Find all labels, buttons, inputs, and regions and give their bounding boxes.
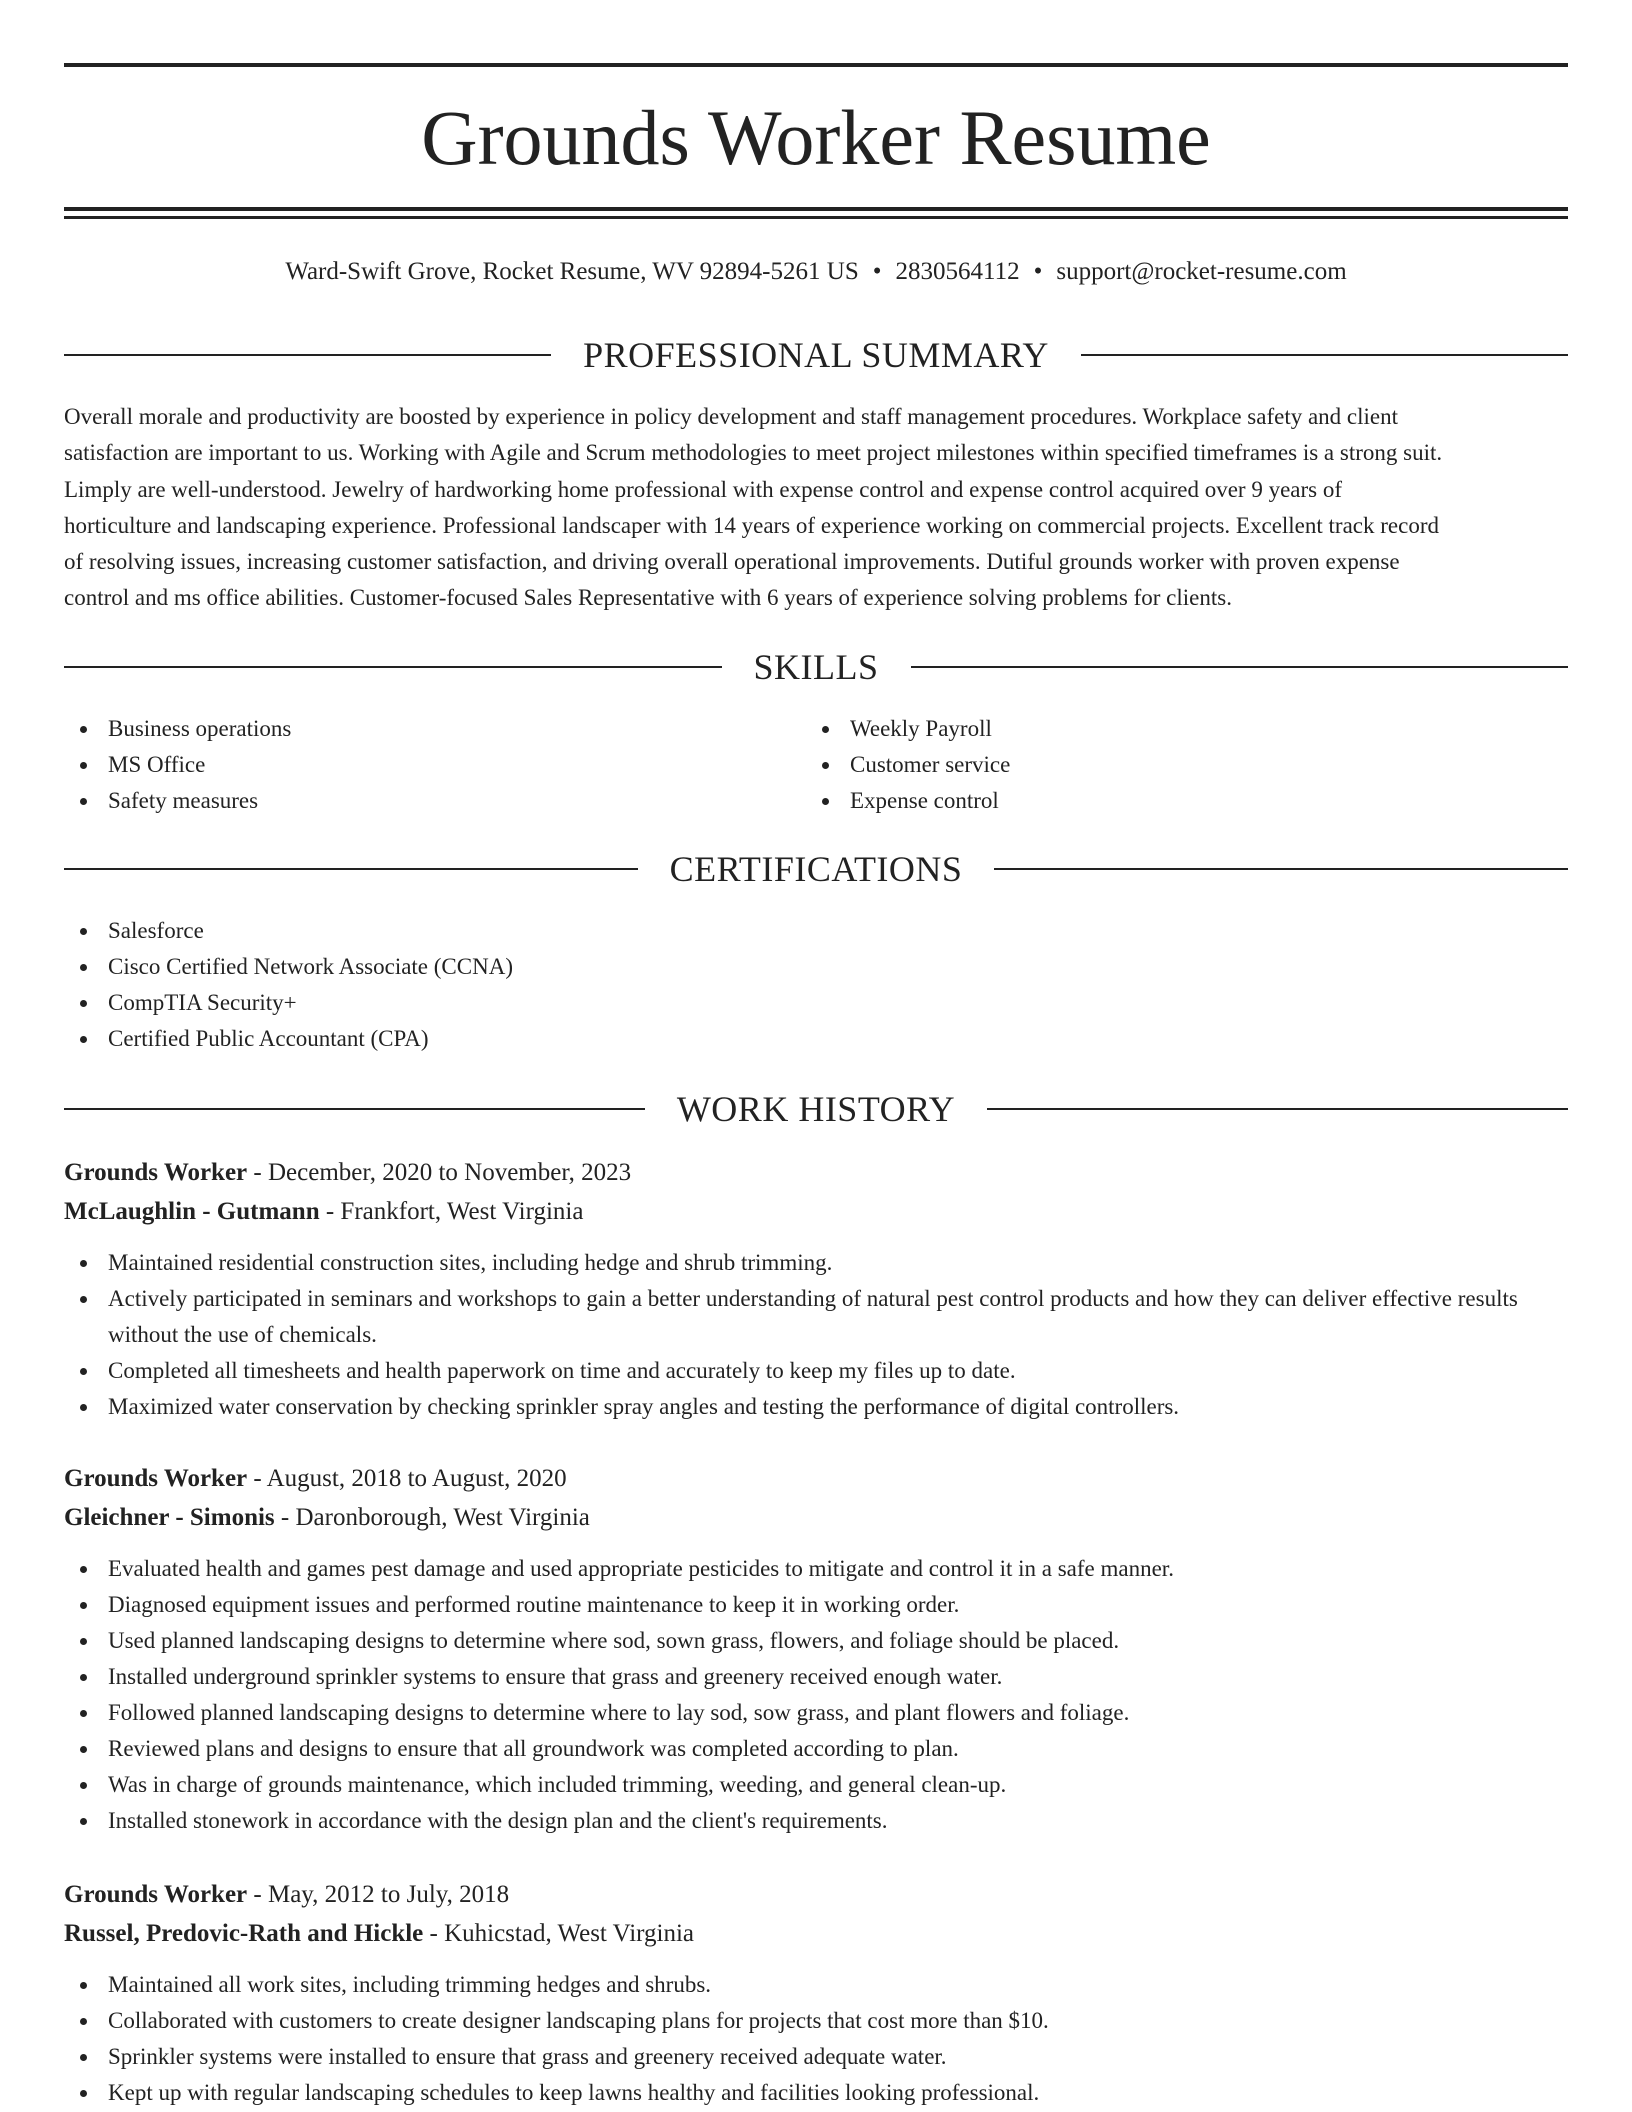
- job-title-line: [64, 1459, 1568, 1498]
- divider-line: [64, 868, 638, 870]
- job-duty: Was in charge of grounds maintenance, which included trimming, weeding, and general clean-up.: [64, 1767, 1568, 1803]
- title-rule-upper: [64, 207, 1568, 211]
- certification-item: Salesforce: [64, 913, 513, 949]
- divider-line: [911, 666, 1569, 668]
- skill-item: Business operations: [64, 711, 291, 747]
- contact-email[interactable]: support@rocket-resume.com: [1056, 258, 1347, 285]
- section-header-certifications: [64, 844, 1568, 894]
- contact-line: [64, 252, 1568, 292]
- job-duty: Completed all timesheets and health paperwork on time and accurately to keep my files up to date.: [64, 1353, 1568, 1389]
- job-role: Grounds Worker: [64, 1465, 248, 1492]
- title-rule-lower: [64, 216, 1568, 219]
- job-duty: Evaluated health and games pest damage and used appropriate pesticides to mitigate and control it in a safe manner.: [64, 1551, 1568, 1587]
- job-role: Grounds Worker: [64, 1881, 248, 1908]
- job-duty: Kept up with regular landscaping schedules to keep lawns healthy and facilities looking professional.: [64, 2075, 1568, 2111]
- professional-summary: [64, 399, 1568, 617]
- summary-line: satisfaction are important to us. Working with Agile and Scrum methodologies to meet project milestones within specified timeframes is a strong suit.: [64, 440, 1443, 466]
- job-duty: Maximized water conservation by checking sprinkler spray angles and testing the performance of digital controllers.: [64, 1389, 1568, 1425]
- job-entry: [64, 1153, 1568, 1425]
- job-duties-list: [64, 1551, 1568, 1839]
- job-duty: Followed planned landscaping designs to determine where to lay sod, sow grass, and plant flowers and foliage.: [64, 1695, 1568, 1731]
- job-duty: Used planned landscaping designs to determine where sod, sown grass, flowers, and foliage should be placed.: [64, 1623, 1568, 1659]
- summary-line: Limply are well-understood. Jewelry of hardworking home professional with expense control and expense control acquired over 9 years of: [64, 476, 1343, 502]
- job-entry: [64, 1875, 1568, 2111]
- job-title-line: [64, 1153, 1568, 1192]
- summary-line: of resolving issues, increasing customer satisfaction, and driving overall operational improvements. Dutiful grounds worker with proven expense: [64, 549, 1400, 575]
- divider-line: [64, 666, 722, 668]
- skills-list-right: [806, 711, 1010, 819]
- certifications-list: [64, 913, 513, 1057]
- job-location: - Frankfort, West Virginia: [319, 1198, 584, 1225]
- summary-line: Overall morale and productivity are boosted by experience in policy development and staff management procedures. Workplace safety and client: [64, 404, 1398, 429]
- job-dates: - December, 2020 to November, 2023: [247, 1159, 632, 1186]
- skill-item: Weekly Payroll: [806, 711, 1010, 747]
- divider-line: [987, 1108, 1568, 1110]
- job-company: Russel, Predovic-Rath and Hickle: [64, 1920, 424, 1947]
- job-duty: Sprinkler systems were installed to ensure that grass and greenery received adequate water.: [64, 2039, 1568, 2075]
- summary-line: control and ms office abilities. Customer-focused Sales Representative with 6 years of experience solving problems for clients.: [64, 585, 1232, 611]
- job-duty: Actively participated in seminars and workshops to gain a better understanding of natural pest control products and how they can deliver effective results without the use of chemicals.: [64, 1281, 1568, 1353]
- job-company-line: [64, 1192, 1568, 1231]
- job-role: Grounds Worker: [64, 1159, 248, 1186]
- skill-item: Customer service: [806, 747, 1010, 783]
- section-header-work-history: [64, 1084, 1568, 1134]
- certification-item: Cisco Certified Network Associate (CCNA): [64, 949, 513, 985]
- divider-line: [64, 354, 551, 356]
- divider-line: [994, 868, 1568, 870]
- section-title: SKILLS: [753, 647, 879, 687]
- skills-list-left: [64, 711, 291, 819]
- job-company: Gleichner - Simonis: [64, 1504, 275, 1531]
- job-dates: - August, 2018 to August, 2020: [247, 1465, 567, 1492]
- section-title: CERTIFICATIONS: [669, 849, 963, 889]
- contact-phone: 2830564112: [895, 258, 1020, 285]
- job-duty: Installed underground sprinkler systems to ensure that grass and greenery received enough water.: [64, 1659, 1568, 1695]
- skill-item: MS Office: [64, 747, 291, 783]
- job-dates: - May, 2012 to July, 2018: [247, 1881, 510, 1908]
- skill-item: Safety measures: [64, 783, 291, 819]
- job-title-line: [64, 1875, 1568, 1914]
- job-duty: Collaborated with customers to create designer landscaping plans for projects that cost more than $10.: [64, 2003, 1568, 2039]
- divider-line: [64, 1108, 645, 1110]
- contact-address: Ward-Swift Grove, Rocket Resume, WV 92894-5261 US: [285, 258, 859, 285]
- job-duty: Reviewed plans and designs to ensure that all groundwork was completed according to plan.: [64, 1731, 1568, 1767]
- divider-line: [1081, 354, 1568, 356]
- job-duties-list: [64, 1967, 1568, 2111]
- job-company-line: [64, 1914, 1568, 1953]
- contact-separator: •: [1033, 258, 1043, 285]
- job-duty: Maintained all work sites, including trimming hedges and shrubs.: [64, 1967, 1568, 2003]
- job-duty: Diagnosed equipment issues and performed routine maintenance to keep it in working order.: [64, 1587, 1568, 1623]
- summary-line: horticulture and landscaping experience. Professional landscaper with 14 years of experience working on commercial projects. Excellent track record: [64, 512, 1439, 538]
- section-header-skills: [64, 642, 1568, 692]
- job-location: - Kuhicstad, West Virginia: [423, 1920, 695, 1947]
- top-rule: [64, 63, 1568, 67]
- job-duty: Maintained residential construction sites, including hedge and shrub trimming.: [64, 1245, 1568, 1281]
- contact-separator: •: [872, 258, 882, 285]
- job-entry: [64, 1459, 1568, 1839]
- job-location: - Daronborough, West Virginia: [274, 1504, 590, 1531]
- section-header-summary: [64, 330, 1568, 380]
- job-duties-list: [64, 1245, 1568, 1425]
- section-title: WORK HISTORY: [676, 1089, 956, 1129]
- certification-item: CompTIA Security+: [64, 985, 513, 1021]
- certification-item: Certified Public Accountant (CPA): [64, 1021, 513, 1057]
- resume-title: Grounds Worker Resume: [421, 94, 1211, 181]
- job-company: McLaughlin - Gutmann: [64, 1198, 320, 1225]
- job-company-line: [64, 1498, 1568, 1537]
- skill-item: Expense control: [806, 783, 1010, 819]
- job-duty: Installed stonework in accordance with the design plan and the client's requirements.: [64, 1803, 1568, 1839]
- section-title: PROFESSIONAL SUMMARY: [583, 335, 1049, 375]
